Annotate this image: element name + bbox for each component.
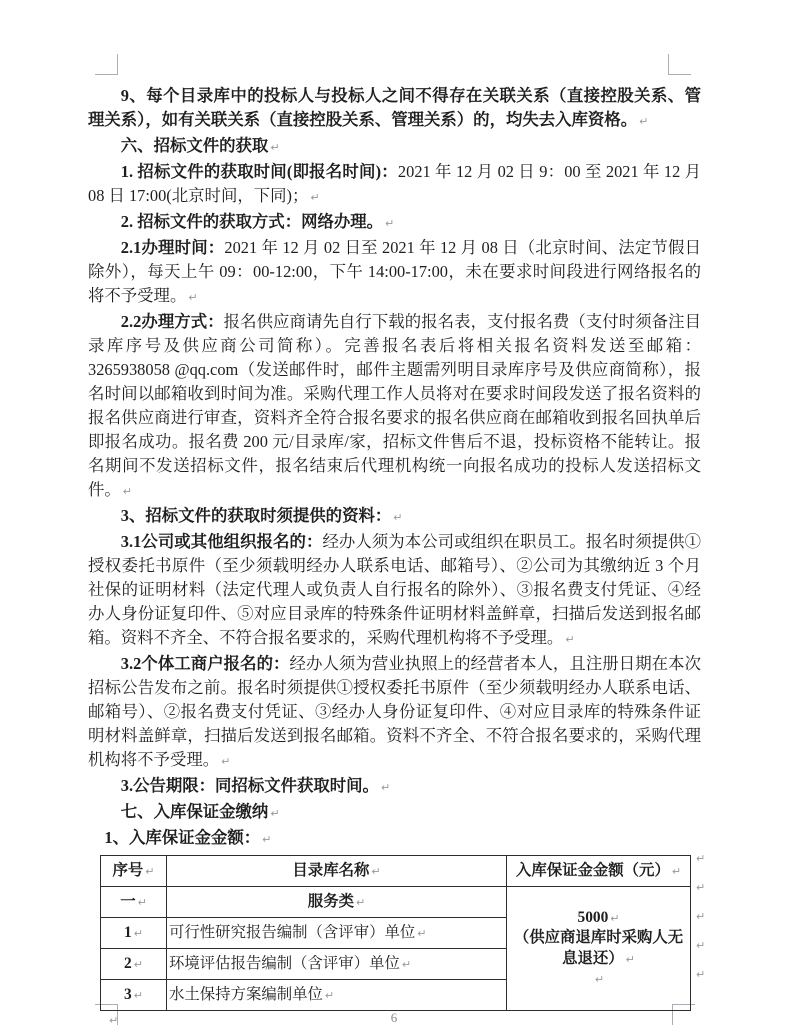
text-run: 2021 年 12 月 02 日 9：00 至 2021 年 12 月 08 日 17:00(北京时间，下同)；: [88, 162, 701, 205]
cell-name: [167, 887, 507, 918]
cell-value: 3: [124, 985, 132, 1003]
cell-no: [101, 949, 167, 980]
paragraph-deposit-amount: [88, 826, 701, 852]
cell-value: 水土保持方案编制单位: [169, 985, 323, 1003]
paragraph-mark: ↵: [122, 485, 132, 498]
deposit-table: [100, 855, 691, 1011]
margin-crop-mark-top-right: [668, 54, 691, 75]
paragraph-mark: ↵: [565, 633, 575, 646]
table-row: [101, 887, 691, 918]
header-cell-deposit: [507, 856, 691, 887]
bold-run: 2.1办理时间：: [120, 238, 225, 257]
cell-end-mark: ↵: [355, 895, 366, 909]
paragraph-2-1-time: [88, 236, 701, 310]
cell-deposit-merged: [507, 887, 691, 1011]
paragraph-mark: ↵: [188, 291, 198, 304]
row-end-mark: ↵: [696, 939, 706, 952]
cell-end-mark: ↵: [417, 926, 427, 940]
bold-run: 2. 招标文件的获取方式：网络办理。: [120, 212, 384, 231]
header-cell-no: [101, 856, 167, 887]
paragraph-3-notice-period: [88, 774, 701, 800]
cell-end-mark: ↵: [133, 988, 143, 1002]
cell-end-mark: ↵: [401, 957, 412, 971]
cell-end-mark: ↵: [145, 864, 155, 878]
bold-run: 3、招标文件的获取时须提供的资料：: [120, 506, 392, 525]
row-end-mark: ↵: [696, 910, 706, 923]
header-label: 目录库名称: [292, 861, 370, 879]
cell-end-mark: ↵: [137, 895, 147, 909]
cell-end-mark: ↵: [324, 988, 335, 1002]
cell-no: [101, 980, 167, 1011]
text-run: 经办人须为营业执照上的经营者本人，且注册日期在本次招标公告发布之前。报名时须提供①授权委托书原件（至少须载明经办人联系电话、邮箱号）、②报名费支付凭证、③经办人身份证复印件、④对应目录库的特殊条件证明材料盖鲜章，扫描后发送到报名邮箱。资料不齐全、不符合报名要求的，采购代理机构将不予受理。: [88, 654, 701, 769]
cell-value: 1: [124, 923, 132, 941]
paragraph-mark: ↵: [393, 511, 403, 524]
cell-name: [167, 980, 507, 1011]
cell-value: 2: [124, 954, 132, 972]
cell-value: 服务类: [307, 892, 354, 910]
paragraph-mark: ↵: [270, 807, 280, 820]
paragraph-get-time: [88, 160, 701, 210]
paragraph-3-2-individual: [88, 652, 701, 774]
bold-run: 1、入库保证金金额：: [104, 828, 261, 847]
header-cell-name: [167, 856, 507, 887]
table-row-end-marks: [694, 852, 705, 997]
bold-run: 3.2个体工商户报名的：: [120, 654, 290, 673]
bold-run: 3.1公司或其他组织报名的：: [120, 532, 323, 551]
cell-no: [101, 887, 167, 918]
deposit-empty-line: [509, 969, 688, 989]
paragraph-mark: ↵: [380, 781, 391, 794]
cell-end-mark: ↵: [625, 952, 635, 966]
heading-section-6: [88, 134, 701, 160]
text-run: 经办人须为本公司或组织在职员工。报名时须提供①授权委托书原件（至少须载明经办人联系电话、邮箱号）、②公司为其缴纳近 3 个月社保的证明材料（法定代理人或负责人自行报名的除外）、③报名费支付凭证、④经办人身份证复印件、⑤对应目录库的特殊条件证明材料盖鲜章，扫描后发送到报名邮箱。资料不齐全、不符合报名要求的，采购代理机构将不予受理。: [88, 532, 701, 647]
heading-section-7: [88, 800, 701, 826]
cell-name: [167, 949, 507, 980]
margin-crop-mark-top-left: [95, 54, 118, 75]
cell-no: [101, 918, 167, 949]
cell-end-mark: ↵: [371, 864, 381, 878]
row-end-mark: ↵: [696, 881, 706, 894]
header-label: 序号: [112, 861, 144, 879]
paragraph-mark: ↵: [639, 115, 649, 128]
paragraph-3-materials: [88, 504, 701, 530]
bold-run: 七、入库保证金缴纳: [120, 802, 269, 821]
paragraph-clause-9: [88, 84, 701, 134]
cell-end-mark: ↵: [133, 926, 143, 940]
row-end-mark: ↵: [696, 852, 706, 865]
page-number: 6: [390, 1010, 398, 1025]
paragraph-get-way: [88, 210, 701, 236]
paragraph-mark: ↵: [262, 833, 272, 846]
bold-run: 2.2办理方式：: [120, 312, 224, 331]
bold-run: 3.公告期限：同招标文件获取时间。: [120, 776, 379, 795]
cell-value: 环境评估报告编制（含评审）单位: [169, 954, 400, 972]
table-header-row: [101, 856, 691, 887]
text-run: 2021 年 12 月 02 日至 2021 年 12 月 08 日（北京时间、法定节假日除外），每天上午 09：00-12:00，下午 14:00-17:00，未在要求时间段进行网络报名的将不予受理。: [88, 238, 701, 305]
deposit-amount: 5000 ↵: [577, 909, 620, 927]
document-body: [88, 84, 701, 1011]
cell-end-mark: ↵: [671, 864, 682, 878]
cell-end-mark: ↵: [594, 972, 605, 986]
cell-value: 一: [120, 892, 136, 910]
paragraph-3-1-company: [88, 530, 701, 652]
cell-value: 可行性研究报告编制（含评审）单位: [169, 923, 416, 941]
paragraph-mark: ↵: [310, 191, 320, 204]
cell-name: [167, 918, 507, 949]
text-run: 报名供应商请先自行下载的报名表，支付报名费（支付时须备注目录库序号及供应商公司简称）。完善报名表后将相关报名资料发送至邮箱：3265938058 @qq.com（发送邮件时，邮件主题需列明目录库序号及供应商简称），报名时间以邮箱收到时间为准。采购代理工作人员将对在要求时间段发送了报名资料的报名供应商进行审查，资料齐全符合报名要求的报名供应商在邮箱收到报名回执单后即报名成功。报名费 200 元/目录库/家，招标文件售后不退，投标资格不能转让。报名期间不发送招标文件，报名结束后代理机构统一向报名成功的投标人发送招标文件。: [88, 312, 701, 499]
paragraph-2-2-method: [88, 310, 701, 504]
paragraph-mark: ↵: [270, 141, 280, 154]
header-label: 入库保证金金额（元）: [515, 861, 670, 879]
paragraph-mark: ↵: [221, 755, 231, 768]
row-end-mark: ↵: [696, 968, 706, 981]
bold-run: 六、招标文件的获取: [120, 136, 269, 155]
paragraph-mark: ↵: [385, 217, 395, 230]
deposit-note: （供应商退库时采购人无息退还） ↵: [513, 929, 684, 967]
bold-run: 9、每个目录库中的投标人与投标人之间不得存在关联关系（直接控股关系、管理关系），如有关联关系（直接控股关系、管理关系）的，均失去入库资格。: [88, 86, 701, 129]
bold-run: 1. 招标文件的获取时间(即报名时间)：: [120, 162, 398, 181]
cell-end-mark: ↵: [610, 912, 620, 926]
page-bottom-paragraph-mark: ↵: [109, 1014, 119, 1027]
cell-end-mark: ↵: [133, 957, 143, 971]
